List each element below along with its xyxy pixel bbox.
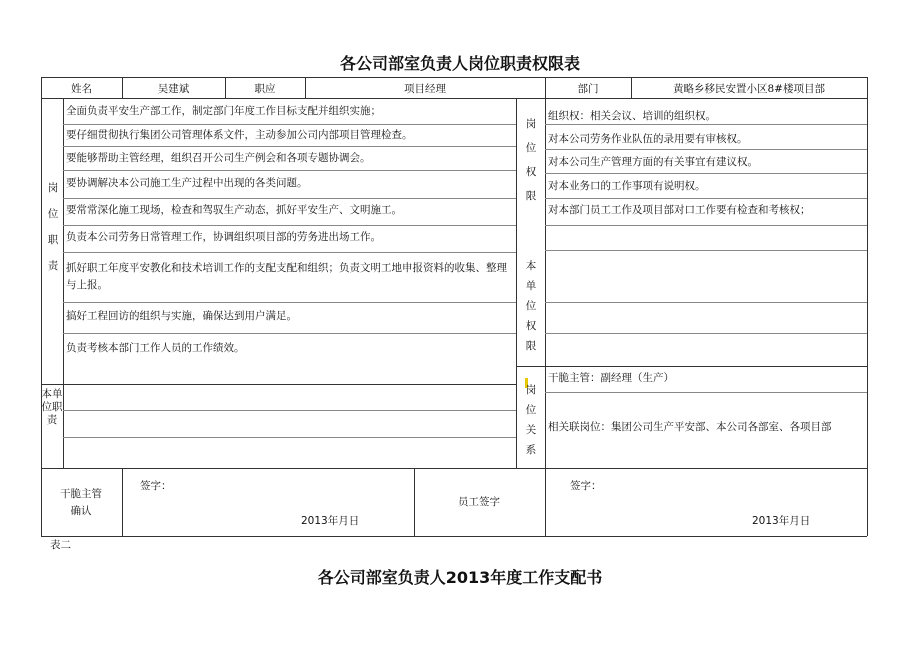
authority-item: 对本公司生产管理方面的有关事宜有建议权。 (548, 156, 758, 168)
duties-label: 岗位职责 (47, 182, 59, 272)
employee-sign-label: 员工签字 (458, 496, 500, 508)
table2-label: 表二 (50, 539, 71, 551)
authority-item: 对本公司劳务作业队伍的录用要有审核权。 (548, 133, 748, 145)
duty-item: 搞好工程回访的组织与实施，确保达到用户满足。 (66, 310, 297, 322)
duty-item: 要仔细贯彻执行集团公司管理体系文件，主动参加公司内部项目管理检查。 (66, 129, 413, 141)
authority-item: 对本业务口的工作事项有说明权。 (548, 180, 706, 192)
duty-item: 要能够帮助主管经理，组织召开公司生产例会和各项专题协调会。 (66, 152, 371, 164)
authority-item: 对本部门员工工作及项目部对口工作要有检查和考核权； (548, 204, 811, 216)
duty-item: 要常常深化施工现场，检查和驾驭生产动态，抓好平安生产、文明施工。 (66, 204, 402, 216)
dept-value: 黄略乡移民安置小区8#楼项目部 (673, 83, 825, 95)
dept-label: 部门 (577, 83, 599, 95)
name-value: 吴建斌 (157, 83, 190, 95)
position-value: 项目经理 (404, 83, 446, 95)
position-label: 职应 (254, 83, 276, 95)
section-title-2: 各公司部室负责人2013年度工作支配书 (317, 568, 603, 587)
unit-duties-label: 本单位职责 (41, 388, 63, 426)
relation-label: 岗位关系 (525, 384, 537, 456)
duty-item: 要协调解决本公司施工生产过程中出现的各类问题。 (66, 177, 308, 189)
duty-item: 负责本公司劳务日常管理工作，协调组织项目部的劳务进出场工作。 (66, 231, 381, 243)
page-title: 各公司部室负责人岗位职责权限表 (339, 54, 580, 73)
supervisor-date: 2013年月日 (301, 515, 360, 527)
authority-label: 岗位权限 (525, 118, 537, 202)
duty-item: 全面负责平安生产部工作，制定部门年度工作目标支配并组织实施； (66, 105, 381, 117)
direct-supervisor: 干脆主管：副经理（生产） (548, 372, 674, 384)
duty-item: 抓好职工年度平安教化和技术培训工作的支配支配和组织；负责文明工地申报资料的收集、整理与上报。 (66, 262, 507, 291)
related-positions: 相关联岗位：集团公司生产平安部、本公司各部室、各项目部 (548, 421, 832, 433)
supervisor-confirm-label: 干脆主管确认 (60, 488, 102, 517)
employee-sign-colon: 签字： (570, 480, 602, 492)
authority-item: 组织权：相关会议、培训的组织权。 (548, 110, 716, 122)
employee-date: 2013年月日 (752, 515, 811, 527)
supervisor-sign-label: 签字： (140, 480, 172, 492)
name-label: 姓名 (71, 83, 92, 95)
duty-item: 负责考核本部门工作人员的工作绩效。 (66, 342, 245, 354)
unit-authority-label: 本单位权限 (525, 260, 537, 352)
